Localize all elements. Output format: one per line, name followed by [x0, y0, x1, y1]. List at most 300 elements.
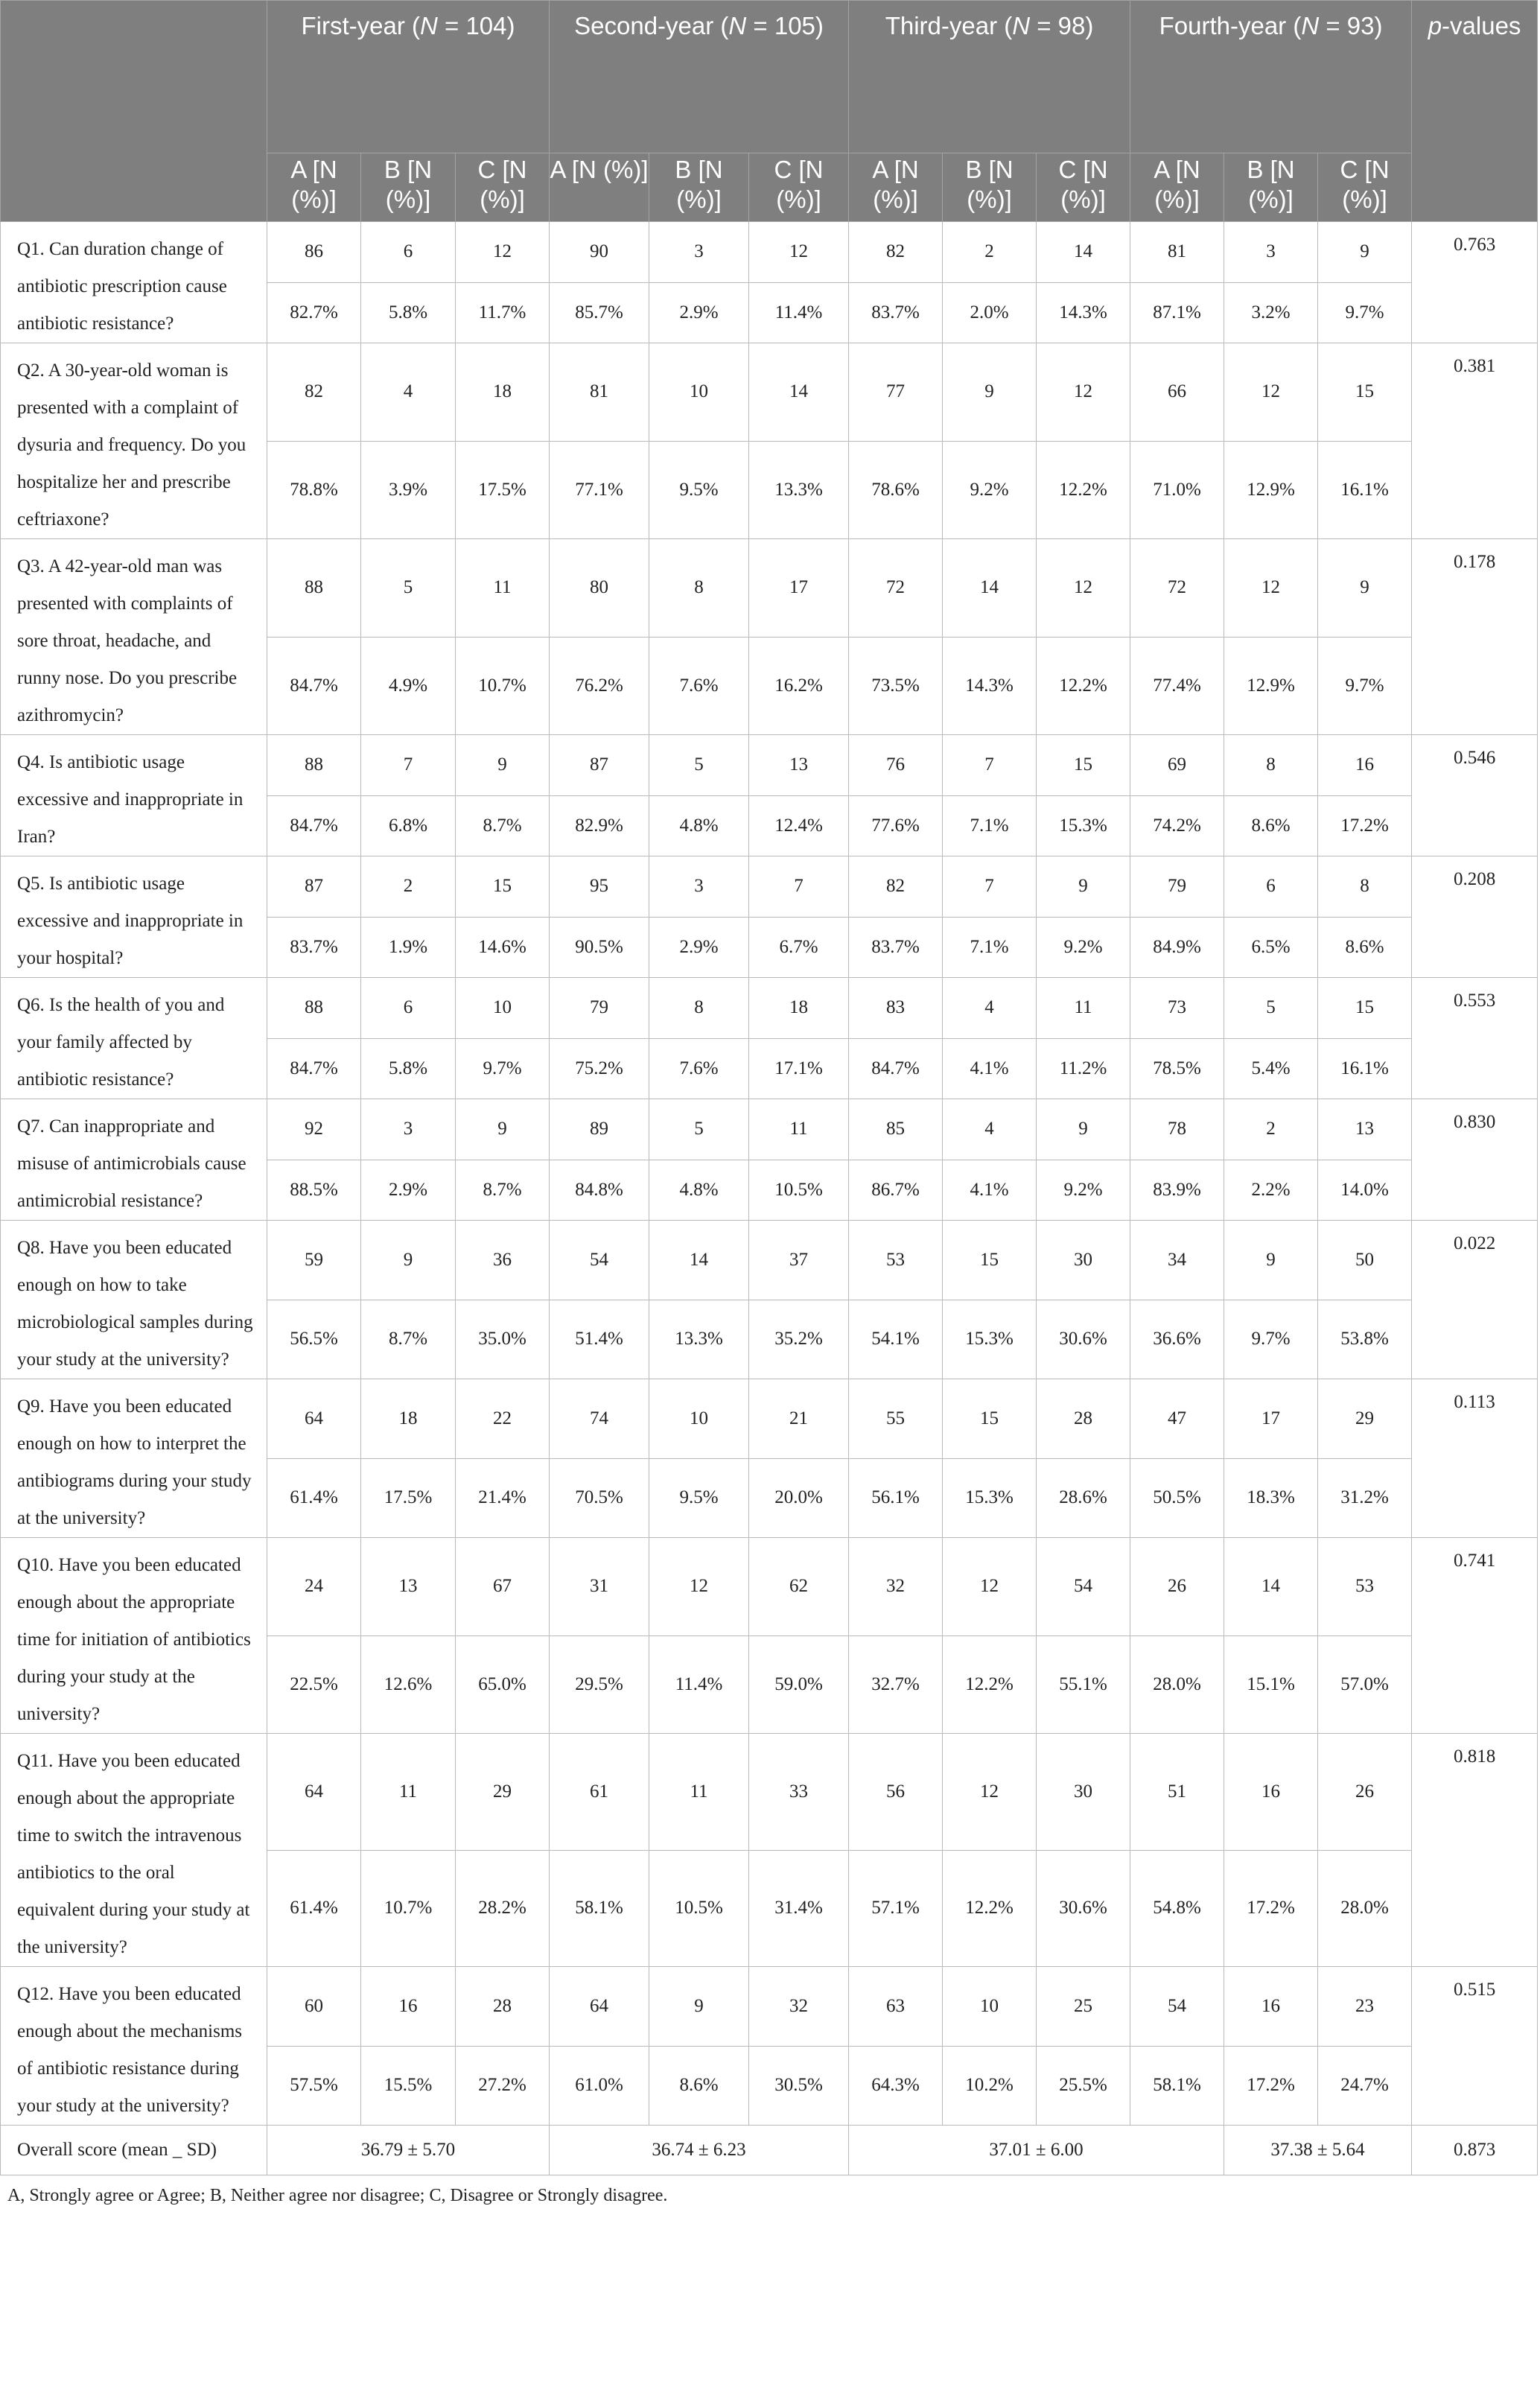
subcolumn-header: B [N (%)] — [361, 153, 456, 222]
count-cell: 12 — [456, 222, 550, 283]
count-cell: 11 — [1037, 978, 1130, 1039]
count-cell: 54 — [1037, 1538, 1130, 1636]
table-row-counts — [1, 222, 1538, 283]
header-corner — [1, 1, 267, 222]
question-text: Q1. Can duration change of antibiotic prescription cause antibiotic resistance? — [1, 222, 267, 343]
count-cell: 11 — [749, 1099, 849, 1160]
percent-cell: 58.1% — [550, 1850, 649, 1967]
count-cell: 54 — [550, 1221, 649, 1300]
count-cell: 53 — [849, 1221, 943, 1300]
percent-cell: 15.3% — [943, 1458, 1037, 1538]
count-cell: 2 — [943, 222, 1037, 283]
count-cell: 47 — [1130, 1379, 1224, 1459]
count-cell: 51 — [1130, 1734, 1224, 1851]
table-row-counts — [1, 343, 1538, 442]
count-cell: 30 — [1037, 1221, 1130, 1300]
table-footnote: A, Strongly agree or Agree; B, Neither agree nor disagree; C, Disagree or Strongly disagree. — [7, 2186, 668, 2205]
overall-score-value: 37.38 ± 5.64 — [1224, 2126, 1412, 2175]
percent-cell: 4.8% — [649, 1160, 749, 1221]
subcolumn-header: C [N (%)] — [749, 153, 849, 222]
count-cell: 61 — [550, 1734, 649, 1851]
percent-cell: 28.6% — [1037, 1458, 1130, 1538]
percent-cell: 17.5% — [361, 1458, 456, 1538]
percent-cell: 12.4% — [749, 795, 849, 856]
count-cell: 34 — [1130, 1221, 1224, 1300]
percent-cell: 12.2% — [943, 1635, 1037, 1734]
count-cell: 21 — [749, 1379, 849, 1459]
percent-cell: 90.5% — [550, 917, 649, 978]
percent-cell: 11.7% — [456, 282, 550, 343]
percent-cell: 8.6% — [649, 2046, 749, 2126]
percent-cell: 8.7% — [456, 1160, 550, 1221]
percent-cell: 2.9% — [649, 282, 749, 343]
percent-cell: 13.3% — [649, 1300, 749, 1379]
percent-cell: 61.4% — [267, 1850, 361, 1967]
count-cell: 80 — [550, 539, 649, 638]
count-cell: 11 — [456, 539, 550, 638]
question-text: Q8. Have you been educated enough on how to take microbiological samples during your study at the university? — [1, 1221, 267, 1379]
percent-cell: 87.1% — [1130, 282, 1224, 343]
count-cell: 13 — [749, 735, 849, 796]
table-row-counts — [1, 1379, 1538, 1459]
percent-cell: 12.9% — [1224, 441, 1318, 539]
percent-cell: 9.7% — [1318, 637, 1412, 735]
count-cell: 72 — [1130, 539, 1224, 638]
count-cell: 78 — [1130, 1099, 1224, 1160]
count-cell: 9 — [1318, 222, 1412, 283]
count-cell: 26 — [1318, 1734, 1412, 1851]
count-cell: 12 — [1224, 539, 1318, 638]
count-cell: 15 — [943, 1221, 1037, 1300]
subcolumn-header: B [N (%)] — [1224, 153, 1318, 222]
percent-cell: 70.5% — [550, 1458, 649, 1538]
subcolumn-header: B [N (%)] — [649, 153, 749, 222]
count-cell: 82 — [849, 856, 943, 918]
count-cell: 76 — [849, 735, 943, 796]
question-text: Q9. Have you been educated enough on how to interpret the antibiograms during your study at the university? — [1, 1379, 267, 1538]
percent-cell: 65.0% — [456, 1635, 550, 1734]
count-cell: 64 — [267, 1379, 361, 1459]
count-cell: 53 — [1318, 1538, 1412, 1636]
count-cell: 86 — [267, 222, 361, 283]
percent-cell: 86.7% — [849, 1160, 943, 1221]
count-cell: 74 — [550, 1379, 649, 1459]
count-cell: 50 — [1318, 1221, 1412, 1300]
question-text: Q3. A 42-year-old man was presented with complaints of sore throat, headache, and runny nose. Do you prescribe azithromycin? — [1, 539, 267, 735]
percent-cell: 59.0% — [749, 1635, 849, 1734]
count-cell: 15 — [1318, 343, 1412, 442]
percent-cell: 84.9% — [1130, 917, 1224, 978]
count-cell: 26 — [1130, 1538, 1224, 1636]
percent-cell: 14.0% — [1318, 1160, 1412, 1221]
count-cell: 9 — [943, 343, 1037, 442]
percent-cell: 22.5% — [267, 1635, 361, 1734]
percent-cell: 5.8% — [361, 282, 456, 343]
percent-cell: 29.5% — [550, 1635, 649, 1734]
count-cell: 7 — [749, 856, 849, 918]
count-cell: 2 — [1224, 1099, 1318, 1160]
percent-cell: 8.6% — [1318, 917, 1412, 978]
count-cell: 29 — [1318, 1379, 1412, 1459]
overall-p-value: 0.873 — [1412, 2126, 1538, 2175]
p-values-header: p-values — [1412, 1, 1538, 222]
count-cell: 17 — [1224, 1379, 1318, 1459]
group-header-fourth-year: Fourth-year (N = 93) — [1130, 1, 1412, 153]
percent-cell: 25.5% — [1037, 2046, 1130, 2126]
group-header-second-year: Second-year (N = 105) — [550, 1, 849, 153]
table-row-counts — [1, 1538, 1538, 1636]
percent-cell: 14.3% — [1037, 282, 1130, 343]
count-cell: 14 — [943, 539, 1037, 638]
count-cell: 5 — [361, 539, 456, 638]
count-cell: 30 — [1037, 1734, 1130, 1851]
count-cell: 60 — [267, 1967, 361, 2047]
count-cell: 85 — [849, 1099, 943, 1160]
table-row-counts — [1, 856, 1538, 918]
table-row-counts — [1, 1099, 1538, 1160]
percent-cell: 35.2% — [749, 1300, 849, 1379]
count-cell: 82 — [849, 222, 943, 283]
percent-cell: 15.1% — [1224, 1635, 1318, 1734]
count-cell: 23 — [1318, 1967, 1412, 2047]
count-cell: 9 — [1037, 856, 1130, 918]
count-cell: 7 — [943, 735, 1037, 796]
count-cell: 3 — [649, 856, 749, 918]
count-cell: 6 — [361, 978, 456, 1039]
percent-cell: 3.2% — [1224, 282, 1318, 343]
count-cell: 11 — [361, 1734, 456, 1851]
percent-cell: 50.5% — [1130, 1458, 1224, 1538]
percent-cell: 15.3% — [943, 1300, 1037, 1379]
percent-cell: 28.2% — [456, 1850, 550, 1967]
count-cell: 3 — [649, 222, 749, 283]
percent-cell: 58.1% — [1130, 2046, 1224, 2126]
percent-cell: 56.1% — [849, 1458, 943, 1538]
header-row-groups — [1, 1, 1538, 153]
percent-cell: 16.2% — [749, 637, 849, 735]
percent-cell: 30.6% — [1037, 1850, 1130, 1967]
percent-cell: 14.6% — [456, 917, 550, 978]
subcolumn-header: C [N (%)] — [456, 153, 550, 222]
count-cell: 7 — [943, 856, 1037, 918]
question-text: Q6. Is the health of you and your family affected by antibiotic resistance? — [1, 978, 267, 1099]
percent-cell: 3.9% — [361, 441, 456, 539]
percent-cell: 9.2% — [1037, 917, 1130, 978]
count-cell: 9 — [1224, 1221, 1318, 1300]
overall-score-value: 36.74 ± 6.23 — [550, 2126, 849, 2175]
percent-cell: 82.9% — [550, 795, 649, 856]
percent-cell: 6.8% — [361, 795, 456, 856]
count-cell: 28 — [456, 1967, 550, 2047]
count-cell: 4 — [361, 343, 456, 442]
count-cell: 3 — [361, 1099, 456, 1160]
count-cell: 82 — [267, 343, 361, 442]
percent-cell: 57.5% — [267, 2046, 361, 2126]
percent-cell: 20.0% — [749, 1458, 849, 1538]
percent-cell: 84.7% — [267, 1038, 361, 1099]
question-text: Q11. Have you been educated enough about the appropriate time to switch the intravenous antibiotics to the oral equivalent during your study at the university? — [1, 1734, 267, 1967]
count-cell: 88 — [267, 978, 361, 1039]
count-cell: 4 — [943, 978, 1037, 1039]
percent-cell: 1.9% — [361, 917, 456, 978]
percent-cell: 5.8% — [361, 1038, 456, 1099]
count-cell: 79 — [550, 978, 649, 1039]
percent-cell: 12.2% — [1037, 441, 1130, 539]
percent-cell: 11.2% — [1037, 1038, 1130, 1099]
p-value-cell: 0.546 — [1412, 735, 1538, 856]
percent-cell: 17.1% — [749, 1038, 849, 1099]
percent-cell: 15.3% — [1037, 795, 1130, 856]
count-cell: 63 — [849, 1967, 943, 2047]
percent-cell: 57.1% — [849, 1850, 943, 1967]
percent-cell: 17.2% — [1224, 2046, 1318, 2126]
count-cell: 12 — [1037, 343, 1130, 442]
count-cell: 13 — [1318, 1099, 1412, 1160]
percent-cell: 12.6% — [361, 1635, 456, 1734]
percent-cell: 73.5% — [849, 637, 943, 735]
percent-cell: 4.1% — [943, 1038, 1037, 1099]
p-value-cell: 0.381 — [1412, 343, 1538, 539]
subcolumn-header: C [N (%)] — [1037, 153, 1130, 222]
count-cell: 87 — [267, 856, 361, 918]
percent-cell: 10.7% — [361, 1850, 456, 1967]
count-cell: 17 — [749, 539, 849, 638]
question-text: Q2. A 30-year-old woman is presented with a complaint of dysuria and frequency. Do you hospitalize her and prescribe ceftriaxone? — [1, 343, 267, 539]
percent-cell: 77.1% — [550, 441, 649, 539]
percent-cell: 28.0% — [1318, 1850, 1412, 1967]
percent-cell: 77.6% — [849, 795, 943, 856]
count-cell: 5 — [649, 735, 749, 796]
percent-cell: 17.2% — [1224, 1850, 1318, 1967]
table-row-counts — [1, 735, 1538, 796]
percent-cell: 31.4% — [749, 1850, 849, 1967]
percent-cell: 30.6% — [1037, 1300, 1130, 1379]
count-cell: 8 — [649, 539, 749, 638]
count-cell: 62 — [749, 1538, 849, 1636]
count-cell: 64 — [550, 1967, 649, 2047]
count-cell: 15 — [456, 856, 550, 918]
count-cell: 83 — [849, 978, 943, 1039]
count-cell: 12 — [943, 1538, 1037, 1636]
percent-cell: 7.1% — [943, 917, 1037, 978]
count-cell: 8 — [1318, 856, 1412, 918]
count-cell: 32 — [849, 1538, 943, 1636]
count-cell: 10 — [943, 1967, 1037, 2047]
percent-cell: 2.0% — [943, 282, 1037, 343]
count-cell: 14 — [1224, 1538, 1318, 1636]
count-cell: 29 — [456, 1734, 550, 1851]
count-cell: 15 — [1037, 735, 1130, 796]
count-cell: 3 — [1224, 222, 1318, 283]
percent-cell: 55.1% — [1037, 1635, 1130, 1734]
p-value-cell: 0.763 — [1412, 222, 1538, 343]
subcolumn-header: B [N (%)] — [943, 153, 1037, 222]
percent-cell: 71.0% — [1130, 441, 1224, 539]
count-cell: 31 — [550, 1538, 649, 1636]
percent-cell: 17.5% — [456, 441, 550, 539]
percent-cell: 17.2% — [1318, 795, 1412, 856]
question-text: Q5. Is antibiotic usage excessive and inappropriate in your hospital? — [1, 856, 267, 978]
table-row-counts — [1, 978, 1538, 1039]
count-cell: 55 — [849, 1379, 943, 1459]
percent-cell: 64.3% — [849, 2046, 943, 2126]
percent-cell: 83.7% — [849, 282, 943, 343]
percent-cell: 2.9% — [649, 917, 749, 978]
percent-cell: 84.7% — [267, 795, 361, 856]
percent-cell: 83.7% — [267, 917, 361, 978]
subcolumn-header: A [N (%)] — [849, 153, 943, 222]
percent-cell: 61.4% — [267, 1458, 361, 1538]
percent-cell: 4.8% — [649, 795, 749, 856]
percent-cell: 8.7% — [456, 795, 550, 856]
table-row-counts — [1, 1967, 1538, 2047]
percent-cell: 11.4% — [649, 1635, 749, 1734]
question-text: Q4. Is antibiotic usage excessive and inappropriate in Iran? — [1, 735, 267, 856]
count-cell: 25 — [1037, 1967, 1130, 2047]
count-cell: 90 — [550, 222, 649, 283]
count-cell: 9 — [456, 735, 550, 796]
p-value-cell: 0.553 — [1412, 978, 1538, 1099]
count-cell: 9 — [649, 1967, 749, 2047]
table-body — [1, 222, 1538, 2175]
count-cell: 59 — [267, 1221, 361, 1300]
count-cell: 92 — [267, 1099, 361, 1160]
subcolumn-header: A [N (%)] — [267, 153, 361, 222]
percent-cell: 61.0% — [550, 2046, 649, 2126]
percent-cell: 12.2% — [1037, 637, 1130, 735]
percent-cell: 21.4% — [456, 1458, 550, 1538]
percent-cell: 10.5% — [649, 1850, 749, 1967]
percent-cell: 27.2% — [456, 2046, 550, 2126]
percent-cell: 6.7% — [749, 917, 849, 978]
subcolumn-header: A [N (%)] — [1130, 153, 1224, 222]
p-value-cell: 0.515 — [1412, 1967, 1538, 2126]
count-cell: 5 — [1224, 978, 1318, 1039]
question-text: Q12. Have you been educated enough about the mechanisms of antibiotic resistance during your study at the university? — [1, 1967, 267, 2126]
percent-cell: 10.5% — [749, 1160, 849, 1221]
percent-cell: 7.6% — [649, 637, 749, 735]
count-cell: 81 — [550, 343, 649, 442]
count-cell: 9 — [361, 1221, 456, 1300]
p-value-cell: 0.830 — [1412, 1099, 1538, 1221]
percent-cell: 9.2% — [1037, 1160, 1130, 1221]
percent-cell: 28.0% — [1130, 1635, 1224, 1734]
percent-cell: 53.8% — [1318, 1300, 1412, 1379]
count-cell: 16 — [1224, 1967, 1318, 2047]
question-text: Q7. Can inappropriate and misuse of antimicrobials cause antimicrobial resistance? — [1, 1099, 267, 1221]
count-cell: 12 — [943, 1734, 1037, 1851]
percent-cell: 12.9% — [1224, 637, 1318, 735]
percent-cell: 31.2% — [1318, 1458, 1412, 1538]
count-cell: 14 — [1037, 222, 1130, 283]
percent-cell: 5.4% — [1224, 1038, 1318, 1099]
percent-cell: 12.2% — [943, 1850, 1037, 1967]
subcolumn-header: A [N (%)] — [550, 153, 649, 222]
count-cell: 32 — [749, 1967, 849, 2047]
percent-cell: 77.4% — [1130, 637, 1224, 735]
count-cell: 9 — [1318, 539, 1412, 638]
percent-cell: 4.1% — [943, 1160, 1037, 1221]
percent-cell: 15.5% — [361, 2046, 456, 2126]
count-cell: 15 — [943, 1379, 1037, 1459]
percent-cell: 2.2% — [1224, 1160, 1318, 1221]
percent-cell: 54.8% — [1130, 1850, 1224, 1967]
percent-cell: 84.7% — [849, 1038, 943, 1099]
percent-cell: 13.3% — [749, 441, 849, 539]
count-cell: 33 — [749, 1734, 849, 1851]
count-cell: 18 — [456, 343, 550, 442]
overall-score-value: 36.79 ± 5.70 — [267, 2126, 550, 2175]
group-header-first-year: First-year (N = 104) — [267, 1, 550, 153]
percent-cell: 75.2% — [550, 1038, 649, 1099]
percent-cell: 6.5% — [1224, 917, 1318, 978]
count-cell: 6 — [1224, 856, 1318, 918]
percent-cell: 51.4% — [550, 1300, 649, 1379]
count-cell: 13 — [361, 1538, 456, 1636]
count-cell: 79 — [1130, 856, 1224, 918]
percent-cell: 9.2% — [943, 441, 1037, 539]
percent-cell: 9.7% — [456, 1038, 550, 1099]
count-cell: 18 — [361, 1379, 456, 1459]
count-cell: 11 — [649, 1734, 749, 1851]
count-cell: 89 — [550, 1099, 649, 1160]
overall-score-row — [1, 2126, 1538, 2175]
percent-cell: 56.5% — [267, 1300, 361, 1379]
count-cell: 54 — [1130, 1967, 1224, 2047]
count-cell: 67 — [456, 1538, 550, 1636]
count-cell: 81 — [1130, 222, 1224, 283]
percent-cell: 78.8% — [267, 441, 361, 539]
count-cell: 6 — [361, 222, 456, 283]
percent-cell: 83.7% — [849, 917, 943, 978]
percent-cell: 16.1% — [1318, 1038, 1412, 1099]
p-value-cell: 0.208 — [1412, 856, 1538, 978]
count-cell: 7 — [361, 735, 456, 796]
percent-cell: 24.7% — [1318, 2046, 1412, 2126]
count-cell: 36 — [456, 1221, 550, 1300]
group-header-third-year: Third-year (N = 98) — [849, 1, 1130, 153]
overall-score-label: Overall score (mean _ SD) — [1, 2126, 267, 2175]
count-cell: 16 — [361, 1967, 456, 2047]
percent-cell: 54.1% — [849, 1300, 943, 1379]
count-cell: 24 — [267, 1538, 361, 1636]
count-cell: 15 — [1318, 978, 1412, 1039]
count-cell: 10 — [456, 978, 550, 1039]
count-cell: 88 — [267, 735, 361, 796]
percent-cell: 32.7% — [849, 1635, 943, 1734]
count-cell: 95 — [550, 856, 649, 918]
count-cell: 37 — [749, 1221, 849, 1300]
percent-cell: 14.3% — [943, 637, 1037, 735]
percent-cell: 76.2% — [550, 637, 649, 735]
percent-cell: 10.7% — [456, 637, 550, 735]
percent-cell: 78.6% — [849, 441, 943, 539]
count-cell: 56 — [849, 1734, 943, 1851]
count-cell: 12 — [1224, 343, 1318, 442]
count-cell: 73 — [1130, 978, 1224, 1039]
p-value-cell: 0.178 — [1412, 539, 1538, 735]
count-cell: 14 — [749, 343, 849, 442]
percent-cell: 83.9% — [1130, 1160, 1224, 1221]
count-cell: 18 — [749, 978, 849, 1039]
count-cell: 4 — [943, 1099, 1037, 1160]
p-value-cell: 0.113 — [1412, 1379, 1538, 1538]
count-cell: 64 — [267, 1734, 361, 1851]
percent-cell: 82.7% — [267, 282, 361, 343]
count-cell: 72 — [849, 539, 943, 638]
percent-cell: 2.9% — [361, 1160, 456, 1221]
count-cell: 14 — [649, 1221, 749, 1300]
